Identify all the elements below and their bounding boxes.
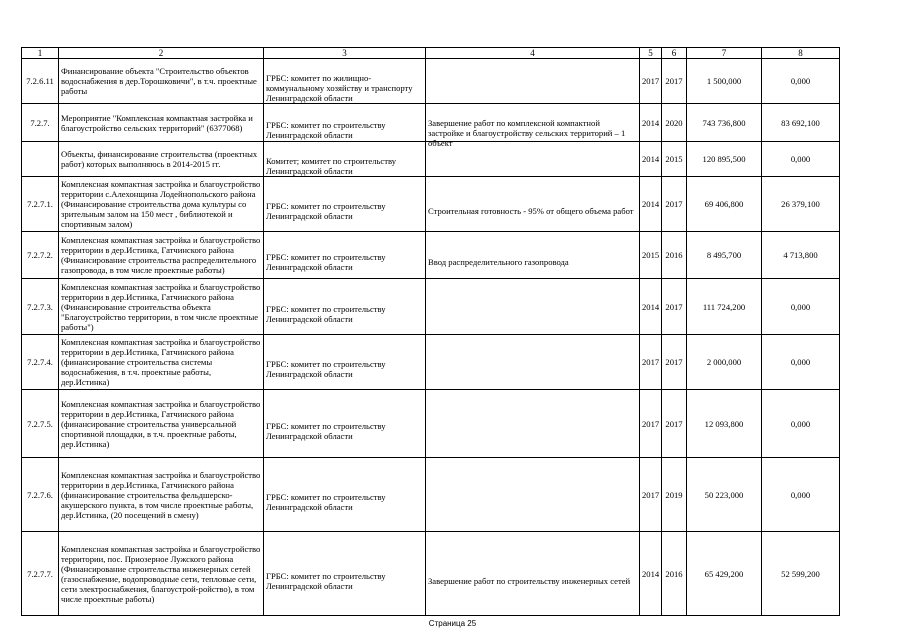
table-row	[22, 104, 840, 142]
end-year: 2015	[662, 142, 687, 177]
row-number: 7.2.7.1.	[22, 177, 59, 232]
grbs-text: ГРБС: комитет по строительству Ленинградской области	[264, 232, 426, 279]
header-cell: 2	[59, 48, 264, 59]
table-row	[22, 177, 840, 232]
grbs-text: ГРБС: комитет по строительству Ленинградской области	[264, 390, 426, 458]
result-text	[426, 279, 640, 335]
header-cell: 3	[264, 48, 426, 59]
row-number: 7.2.7.7.	[22, 532, 59, 616]
start-year: 2017	[640, 335, 662, 390]
header-cell: 1	[22, 48, 59, 59]
activity-name: Комплексная компактная застройка и благоустройство территории в дер.Истинка, Гатчинского района (финансирование строительства универсальной спортивной площадки, в т.ч. проектные работы, дер.Истинка)	[59, 390, 264, 458]
total-amount: 8 495,700	[687, 232, 762, 279]
result-text: Завершение работ по строительству инженерных сетей	[426, 532, 640, 616]
other-amount: 0,000	[762, 390, 840, 458]
start-year: 2014	[640, 177, 662, 232]
row-number: 7.2.7.6.	[22, 458, 59, 532]
end-year: 2017	[662, 177, 687, 232]
other-amount: 0,000	[762, 59, 840, 104]
grbs-text: Комитет; комитет по строительству Ленинградской области	[264, 142, 426, 177]
end-year: 2017	[662, 59, 687, 104]
result-text	[426, 390, 640, 458]
result-text: Строительная готовность - 95% от общего объема работ	[426, 177, 640, 232]
start-year: 2014	[640, 104, 662, 142]
grbs-text: ГРБС: комитет по строительству Ленинградской области	[264, 104, 426, 142]
grbs-text: ГРБС: комитет по строительству Ленинградской области	[264, 177, 426, 232]
total-amount: 50 223,000	[687, 458, 762, 532]
end-year: 2019	[662, 458, 687, 532]
header-cell: 8	[762, 48, 840, 59]
other-amount: 83 692,100	[762, 104, 840, 142]
table-row	[22, 335, 840, 390]
program-table	[21, 47, 840, 616]
row-number	[22, 142, 59, 177]
header-cell: 5	[640, 48, 662, 59]
header-cell: 6	[662, 48, 687, 59]
row-number: 7.2.7.2.	[22, 232, 59, 279]
result-text	[426, 335, 640, 390]
total-amount: 743 736,800	[687, 104, 762, 142]
header-row	[22, 48, 840, 59]
row-number: 7.2.6.11	[22, 59, 59, 104]
result-text: Завершение работ по комплексной компактной застройке и благоустройству сельских территорий – 1 объект	[426, 104, 640, 142]
table-row	[22, 532, 840, 616]
start-year: 2014	[640, 142, 662, 177]
row-number: 7.2.7.3.	[22, 279, 59, 335]
activity-name: Комплексная компактная застройка и благоустройство территории в дер.Истинка, Гатчинского района (Финансирование строительства распределительного газопровода, в том числе проектные работы)	[59, 232, 264, 279]
header-cell: 7	[687, 48, 762, 59]
activity-name: Комплексная компактная застройка и благоустройство территории с.Алехонщина Лодейнопольского района (Финансирование строительства дома культуры со зрительным залом на 150 мест , библиотекой и спортивным залом)	[59, 177, 264, 232]
end-year: 2017	[662, 279, 687, 335]
other-amount: 26 379,100	[762, 177, 840, 232]
grbs-text: ГРБС: комитет по жилищно-коммунальному хозяйству и транспорту Ленинградской области	[264, 59, 426, 104]
end-year: 2017	[662, 390, 687, 458]
total-amount: 12 093,800	[687, 390, 762, 458]
end-year: 2016	[662, 532, 687, 616]
start-year: 2015	[640, 232, 662, 279]
grbs-text: ГРБС: комитет по строительству Ленинградской области	[264, 458, 426, 532]
other-amount: 52 599,200	[762, 532, 840, 616]
row-number: 7.2.7.4.	[22, 335, 59, 390]
end-year: 2016	[662, 232, 687, 279]
table-row	[22, 390, 840, 458]
end-year: 2017	[662, 335, 687, 390]
other-amount: 0,000	[762, 335, 840, 390]
other-amount: 0,000	[762, 279, 840, 335]
grbs-text: ГРБС: комитет по строительству Ленинградской области	[264, 279, 426, 335]
total-amount: 1 500,000	[687, 59, 762, 104]
total-amount: 111 724,200	[687, 279, 762, 335]
other-amount: 0,000	[762, 142, 840, 177]
start-year: 2017	[640, 390, 662, 458]
activity-name: Комплексная компактная застройка и благоустройство территории в дер.Истинка, Гатчинского района (финансирование строительства фельдшерско-акушерского пункта, в том числе проектные работы, дер.Истинка, (20 посещений в смену)	[59, 458, 264, 532]
end-year: 2020	[662, 104, 687, 142]
table-row	[22, 59, 840, 104]
activity-name: Финансирование объекта "Строительство объектов водоснабжения в дер.Торошковичи", в т.ч. проектные работы	[59, 59, 264, 104]
row-number: 7.2.7.	[22, 104, 59, 142]
result-text	[426, 59, 640, 104]
activity-name: Объекты, финансирование строительства (проектных работ) которых выполняюсь в 2014-2015 гг.	[59, 142, 264, 177]
activity-name: Комплексная компактная застройка и благоустройство территории в дер.Истинка, Гатчинского района (Финансирование строительства объекта "Благоустройство территории, в том числе проектные работы")	[59, 279, 264, 335]
row-number: 7.2.7.5.	[22, 390, 59, 458]
table-row	[22, 279, 840, 335]
total-amount: 69 406,800	[687, 177, 762, 232]
start-year: 2017	[640, 458, 662, 532]
grbs-text: ГРБС: комитет по строительству Ленинградской области	[264, 335, 426, 390]
other-amount: 4 713,800	[762, 232, 840, 279]
result-text	[426, 142, 640, 177]
result-text	[426, 458, 640, 532]
table-row	[22, 232, 840, 279]
grbs-text: ГРБС: комитет по строительству Ленинградской области	[264, 532, 426, 616]
table-row	[22, 458, 840, 532]
page-number: Страница 25	[428, 619, 477, 628]
start-year: 2017	[640, 59, 662, 104]
start-year: 2014	[640, 532, 662, 616]
start-year: 2014	[640, 279, 662, 335]
total-amount: 120 895,500	[687, 142, 762, 177]
header-cell: 4	[426, 48, 640, 59]
other-amount: 0,000	[762, 458, 840, 532]
activity-name: Комплексная компактная застройка и благоустройство территории, пос. Приозерное Лужского района (Финансирование строительства инженерных сетей (газоснабжение, водопроводные сети, тепловые сети, сети электроснабжения, благоустрой-ройство), в том числе проектные работы)	[59, 532, 264, 616]
total-amount: 65 429,200	[687, 532, 762, 616]
result-text: Ввод распределительного газопровода	[426, 232, 640, 279]
total-amount: 2 000,000	[687, 335, 762, 390]
activity-name: Мероприятие "Комплексная компактная застройка и благоустройство сельских территорий" (6377068)	[59, 104, 264, 142]
activity-name: Комплексная компактная застройка и благоустройство территории в дер.Истинка, Гатчинского района (финансирование строительства системы водоснабжения, в т.ч. проектные работы, дер.Истинка)	[59, 335, 264, 390]
